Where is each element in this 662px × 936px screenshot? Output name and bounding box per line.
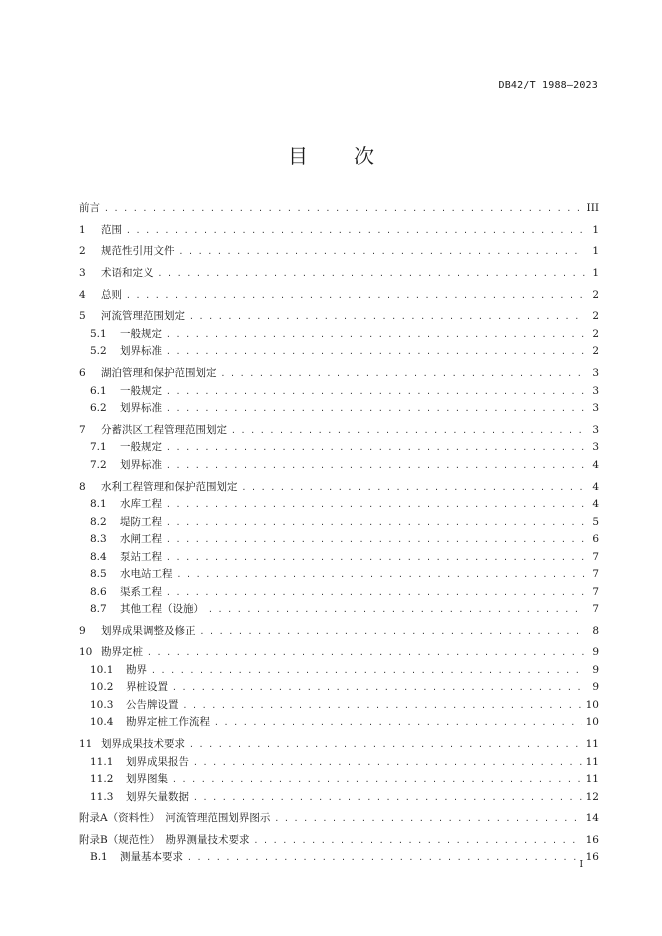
toc-subentry[interactable] (79, 439, 599, 457)
toc-entry-page: 3 (592, 367, 599, 380)
toc-entry-label: 河流管理范围划定 (101, 310, 185, 323)
toc-entry-number: 8.1 (90, 498, 107, 510)
toc-entry-page: 2 (592, 327, 599, 340)
toc-entry[interactable] (79, 222, 599, 240)
toc-entry-page: 5 (592, 515, 599, 528)
toc-entry-label: 水库工程 (120, 498, 162, 510)
toc-entry-number: 8.3 (90, 533, 107, 545)
toc-leader-dots (221, 369, 586, 378)
toc-entry[interactable] (79, 308, 599, 326)
toc-leader-dots (214, 718, 582, 727)
toc-leader-dots (104, 204, 583, 213)
toc-entry-label: 界桩设置 (126, 681, 168, 694)
toc-entry-label: 总则 (101, 288, 122, 301)
toc-entry-page: 6 (592, 533, 599, 545)
toc-subentry[interactable] (79, 457, 599, 475)
toc-leader-dots (189, 312, 585, 321)
toc-entry-page: 10 (585, 698, 599, 711)
toc-subentry[interactable] (79, 496, 599, 514)
toc-leader-dots (166, 518, 585, 527)
toc-entry-page: 2 (592, 310, 599, 323)
toc-entry-number: 5 (79, 310, 86, 323)
toc-leader-dots (208, 605, 585, 614)
toc-leader-dots (126, 291, 585, 300)
toc-entry-number: 7 (79, 423, 86, 436)
toc-entry-number: 1 (79, 223, 86, 236)
toc-subentry[interactable] (79, 566, 599, 584)
toc-entry-page: 2 (592, 288, 599, 301)
toc-subentry[interactable] (79, 771, 599, 789)
toc-leader-dots (200, 627, 586, 636)
page-number: I (579, 860, 583, 870)
toc-leader-dots (253, 836, 581, 845)
toc-entry-number: 10.2 (90, 681, 114, 694)
toc-entry-page: 8 (592, 624, 599, 637)
toc-entry-page: 3 (592, 402, 599, 415)
toc-entry-label: 渠系工程 (120, 585, 162, 598)
toc-leader-dots (166, 588, 585, 597)
toc-entry[interactable] (79, 365, 599, 383)
toc-entry-label: 勘界 (126, 663, 147, 676)
toc-entry-number: 10.4 (90, 716, 114, 729)
toc-leader-dots (274, 814, 581, 823)
toc-entry-label: 划界成果技术要求 (101, 738, 185, 751)
toc-entry[interactable] (79, 810, 599, 828)
toc-entry-number: 6 (79, 367, 86, 380)
toc-entry[interactable] (79, 832, 599, 850)
toc-subentry[interactable] (79, 789, 599, 807)
toc-entry-number: 11.1 (90, 755, 114, 768)
toc-entry-page: 1 (592, 267, 599, 280)
toc-entry-label: 范围 (101, 223, 122, 236)
toc-entry-page: 11 (585, 773, 599, 786)
toc-entry[interactable] (79, 243, 599, 261)
toc-entry-number: 8.4 (90, 550, 107, 563)
toc-entry-number: B.1 (90, 851, 108, 864)
toc-entry-label: 附录A（资料性） 河流管理范围划界图示 (79, 812, 271, 825)
toc-subentry[interactable] (79, 343, 599, 361)
toc-subentry[interactable] (79, 754, 599, 772)
toc-subentry[interactable] (79, 549, 599, 567)
toc-entry-page: 9 (592, 681, 599, 694)
toc-entry-number: 8.7 (90, 603, 107, 615)
toc-entry[interactable] (79, 265, 599, 283)
toc-entry[interactable] (79, 479, 599, 497)
toc-entry-page: 4 (592, 480, 599, 493)
toc-entry-label: 一般规定 (120, 327, 162, 340)
document-code: DB42/T 1988—2023 (498, 80, 598, 91)
toc-subentry[interactable] (79, 584, 599, 602)
toc-entry-page: 16 (585, 833, 599, 846)
toc-entry-page: 9 (592, 646, 599, 659)
toc-entry-page: 11 (585, 738, 599, 751)
toc-entry-label: 划界标准 (120, 402, 162, 415)
toc-entry-number: 10.3 (90, 698, 114, 711)
toc-entry-label: 划界图集 (126, 773, 168, 786)
toc-entry-label: 测量基本要求 (120, 851, 183, 864)
toc-entry[interactable] (79, 287, 599, 305)
toc-entry-page: 12 (585, 790, 599, 803)
toc-entry-label: 一般规定 (120, 441, 162, 454)
toc-leader-dots (189, 740, 582, 749)
toc-entry-page: 14 (585, 812, 599, 825)
toc-entry-number: 11 (79, 738, 93, 751)
toc-leader-dots (151, 666, 585, 675)
page-title-right: 次 (354, 144, 374, 168)
toc-entry-number: 7.2 (90, 458, 107, 471)
toc-entry-number: 6.2 (90, 402, 107, 415)
toc-entry-label: 划界成果调整及修正 (101, 624, 196, 637)
toc-entry-number: 8 (79, 480, 86, 493)
toc-entry-page: 7 (592, 550, 599, 563)
toc-entry-number: 9 (79, 624, 86, 637)
toc-leader-dots (166, 535, 585, 544)
toc-entry[interactable] (79, 200, 599, 218)
toc-leader-dots (166, 500, 585, 509)
toc-leader-dots (179, 247, 586, 256)
toc-entry-page: 10 (585, 716, 599, 729)
table-of-contents (79, 200, 599, 867)
toc-subentry[interactable] (79, 326, 599, 344)
toc-entry-label: 划界成果报告 (126, 755, 189, 768)
toc-entry-label: 公告牌设置 (126, 698, 179, 711)
toc-entry-page: 4 (592, 498, 599, 510)
toc-entry-page: 1 (592, 223, 599, 236)
toc-leader-dots (177, 570, 586, 579)
toc-leader-dots (242, 483, 586, 492)
toc-entry-number: 8.6 (90, 585, 107, 598)
toc-entry-page: 7 (592, 585, 599, 598)
toc-entry-number: 5.1 (90, 327, 107, 340)
toc-leader-dots (166, 553, 585, 562)
toc-subentry[interactable] (79, 714, 599, 732)
toc-entry-number: 10.1 (90, 663, 114, 676)
toc-entry-page: 2 (592, 345, 599, 358)
toc-entry-label: 一般规定 (120, 384, 162, 397)
toc-subentry[interactable] (79, 601, 599, 619)
toc-entry-label: 水闸工程 (120, 533, 162, 545)
toc-subentry[interactable] (79, 662, 599, 680)
toc-entry-page: 4 (592, 458, 599, 471)
toc-entry-number: 11.2 (90, 773, 114, 786)
toc-leader-dots (166, 461, 585, 470)
toc-entry-label: 水利工程管理和保护范围划定 (101, 480, 238, 493)
toc-entry-number: 10 (79, 646, 93, 659)
toc-leader-dots (126, 226, 585, 235)
toc-entry-page: 7 (592, 603, 599, 615)
toc-subentry[interactable] (79, 531, 599, 549)
toc-entry-label: 附录B（规范性） 勘界测量技术要求 (79, 833, 250, 846)
toc-leader-dots (193, 758, 582, 767)
toc-entry-page: 16 (585, 851, 599, 864)
page-title (0, 140, 662, 169)
toc-entry-number: 6.1 (90, 384, 107, 397)
toc-entry-label: 划界标准 (120, 345, 162, 358)
toc-entry-label: 其他工程（设施） (120, 603, 204, 615)
toc-leader-dots (166, 404, 585, 413)
toc-subentry[interactable] (79, 697, 599, 715)
toc-entry-label: 规范性引用文件 (101, 245, 175, 258)
toc-subentry[interactable] (79, 514, 599, 532)
toc-entry[interactable] (79, 644, 599, 662)
toc-entry-page: 9 (592, 663, 599, 676)
toc-entry-label: 湖泊管理和保护范围划定 (101, 367, 217, 380)
toc-entry-page: 3 (592, 384, 599, 397)
toc-entry-label: 勘界定桩工作流程 (126, 716, 210, 729)
toc-entry-label: 堤防工程 (120, 515, 162, 528)
toc-leader-dots (172, 683, 585, 692)
page-title-left: 目 (288, 144, 308, 168)
toc-entry-number: 3 (79, 267, 86, 280)
toc-subentry[interactable] (79, 679, 599, 697)
toc-leader-dots (231, 426, 585, 435)
toc-leader-dots (172, 775, 582, 784)
toc-subentry[interactable] (79, 383, 599, 401)
toc-entry-number: 2 (79, 245, 86, 258)
toc-entry[interactable] (79, 736, 599, 754)
toc-subentry[interactable] (79, 849, 599, 867)
toc-entry[interactable] (79, 623, 599, 641)
toc-entry-page: 11 (585, 755, 599, 768)
toc-entry-label: 水电站工程 (120, 568, 173, 580)
toc-entry-label: 前言 (79, 202, 100, 214)
toc-subentry[interactable] (79, 400, 599, 418)
toc-leader-dots (166, 387, 585, 396)
toc-entry-label: 划界标准 (120, 458, 162, 471)
toc-entry-number: 7.1 (90, 441, 107, 454)
toc-entry-number: 8.5 (90, 568, 107, 580)
toc-entry-number: 8.2 (90, 515, 107, 528)
toc-leader-dots (193, 793, 582, 802)
toc-leader-dots (147, 648, 585, 657)
toc-entry-label: 划界矢量数据 (126, 790, 189, 803)
toc-entry-number: 5.2 (90, 345, 107, 358)
toc-leader-dots (166, 443, 585, 452)
toc-entry-page: 1 (592, 245, 599, 258)
toc-leader-dots (158, 269, 586, 278)
toc-entry-page: 7 (592, 568, 599, 580)
toc-entry-number: 11.3 (90, 790, 114, 803)
toc-entry-page: III (586, 202, 599, 214)
toc-leader-dots (187, 853, 582, 862)
toc-entry-label: 分蓄洪区工程管理范围划定 (101, 423, 227, 436)
toc-entry-number: 4 (79, 288, 86, 301)
toc-leader-dots (166, 330, 585, 339)
toc-leader-dots (183, 701, 582, 710)
toc-entry-page: 3 (592, 423, 599, 436)
toc-entry-label: 术语和定义 (101, 267, 154, 280)
toc-entry[interactable] (79, 422, 599, 440)
toc-entry-page: 3 (592, 441, 599, 454)
toc-entry-label: 泵站工程 (120, 550, 162, 563)
toc-leader-dots (166, 347, 585, 356)
toc-entry-label: 勘界定桩 (101, 646, 143, 659)
